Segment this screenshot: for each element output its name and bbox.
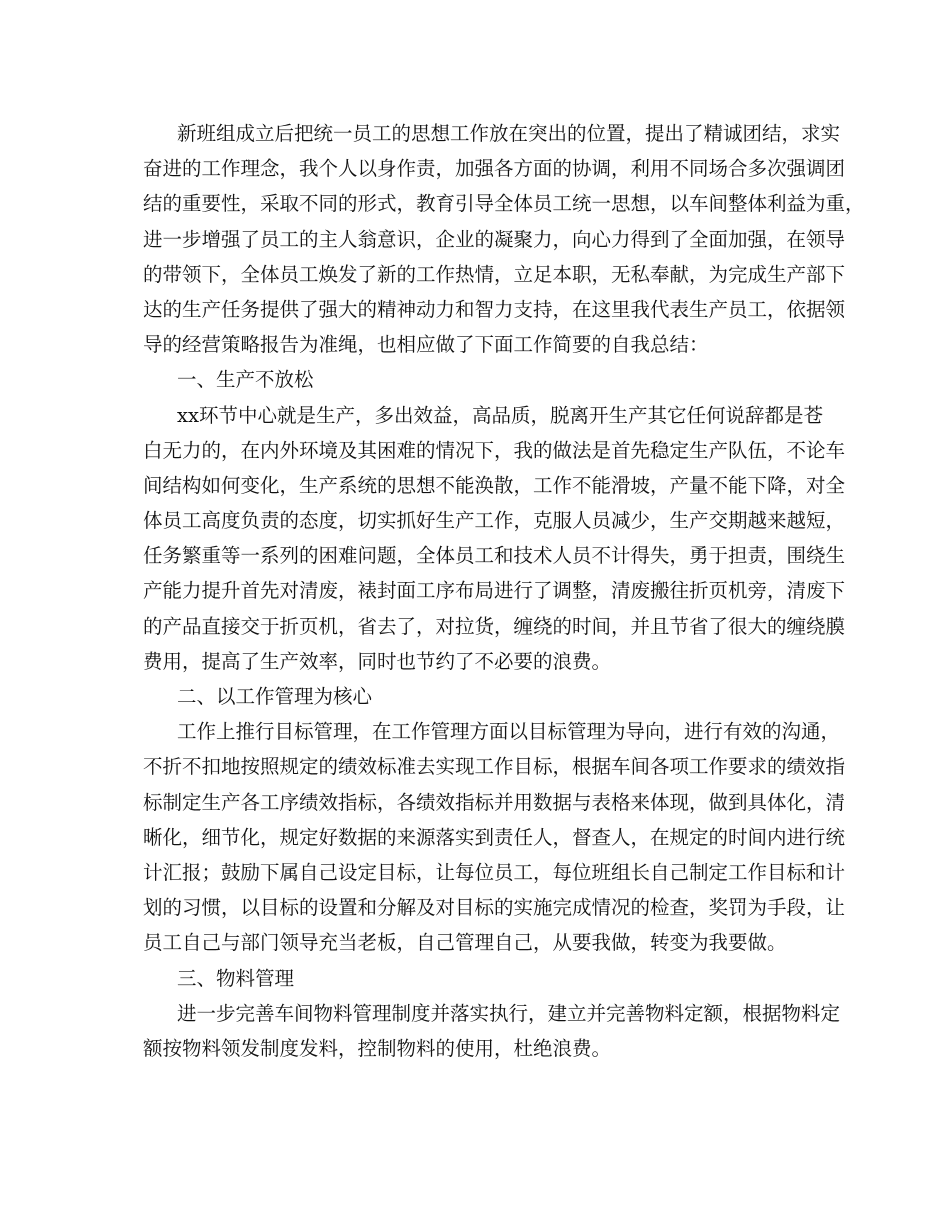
document-body xyxy=(143,116,865,1066)
intro-paragraph-line: 新班组成立后把统一员工的思想工作放在突出的位置，提出了精诚团结，求实 xyxy=(177,122,841,145)
section-1-paragraph-line: xx环节中心就是生产，多出效益，高品质，脱离开生产其它任何说辞都是苍 xyxy=(177,403,823,427)
section-1-paragraph-line: 白无力的，在内外环境及其困难的情况下，我的做法是首先稳定生产队伍，不论车 xyxy=(143,438,846,462)
section-heading-3: 三、物料管理 xyxy=(177,966,295,990)
intro-paragraph-line: 导的经营策略报告为准绳，也相应做了下面工作简要的自我总结： xyxy=(143,333,709,357)
section-2-paragraph-line: 标制定生产各工序绩效指标，各绩效指标并用数据与表格来体现，做到具体化，清 xyxy=(143,790,846,814)
section-2-paragraph-line: 划的习惯，以目标的设置和分解及对目标的实施完成情况的检查，奖罚为手段，让 xyxy=(143,896,846,920)
section-2-paragraph-line: 员工自己与部门领导充当老板，自己管理自己，从要我做，转变为我要做。 xyxy=(143,931,787,955)
section-1-paragraph-line: 的产品直接交于折页机，省去了，对拉货，缠绕的时间，并且节省了很大的缠绕膜 xyxy=(143,614,846,638)
section-2-paragraph-line: 晰化，细节化，规定好数据的来源落实到责任人，督查人，在规定的时间内进行统 xyxy=(143,825,846,849)
section-3-paragraph-line: 额按物料领发制度发料，控制物料的使用，杜绝浪费。 xyxy=(143,1036,612,1060)
intro-paragraph-line: 达的生产任务提供了强大的精神动力和智力支持，在这里我代表生产员工，依据领 xyxy=(143,297,846,321)
intro-paragraph-line: 奋进的工作理念，我个人以身作责，加强各方面的协调，利用不同场合多次强调团 xyxy=(143,157,846,181)
intro-paragraph-line: 的带领下，全体员工焕发了新的工作热情，立足本职，无私奉献，为完成生产部下 xyxy=(143,262,846,286)
section-heading-2: 二、以工作管理为核心 xyxy=(177,685,373,708)
intro-paragraph-line: 进一步增强了员工的主人翁意识，企业的凝聚力，向心力得到了全面加强，在领导 xyxy=(143,227,846,251)
intro-paragraph-line: 结的重要性，采取不同的形式，教育引导全体员工统一思想，以车间整体利益为重， xyxy=(143,192,865,216)
section-heading-1: 一、生产不放松 xyxy=(177,368,314,392)
section-2-paragraph-line: 计汇报；鼓励下属自己设定目标，让每位员工，每位班组长自己制定工作目标和计 xyxy=(143,860,846,884)
section-2-paragraph-line: 不折不扣地按照规定的绩效标准去实现工作目标，根据车间各项工作要求的绩效指 xyxy=(143,755,846,779)
section-2-paragraph-line: 工作上推行目标管理，在工作管理方面以目标管理为导向，进行有效的沟通， xyxy=(177,720,841,744)
section-1-paragraph-line: 体员工高度负责的态度，切实抓好生产工作，克服人员减少，生产交期越来越短， xyxy=(143,509,846,533)
section-1-paragraph-line: 间结构如何变化，生产系统的思想不能涣散，工作不能滑坡，产量不能下降，对全 xyxy=(143,473,846,497)
section-3-paragraph-line: 进一步完善车间物料管理制度并落实执行，建立并完善物料定额，根据物料定 xyxy=(177,1001,841,1025)
section-1-paragraph-line: 任务繁重等一系列的困难问题，全体员工和技术人员不计得失，勇于担责，围绕生 xyxy=(143,544,846,568)
section-1-paragraph-line: 费用，提高了生产效率，同时也节约了不必要的浪费。 xyxy=(143,649,612,673)
section-1-paragraph-line: 产能力提升首先对清废，裱封面工序布局进行了调整，清废搬往折页机旁，清废下 xyxy=(143,579,846,603)
